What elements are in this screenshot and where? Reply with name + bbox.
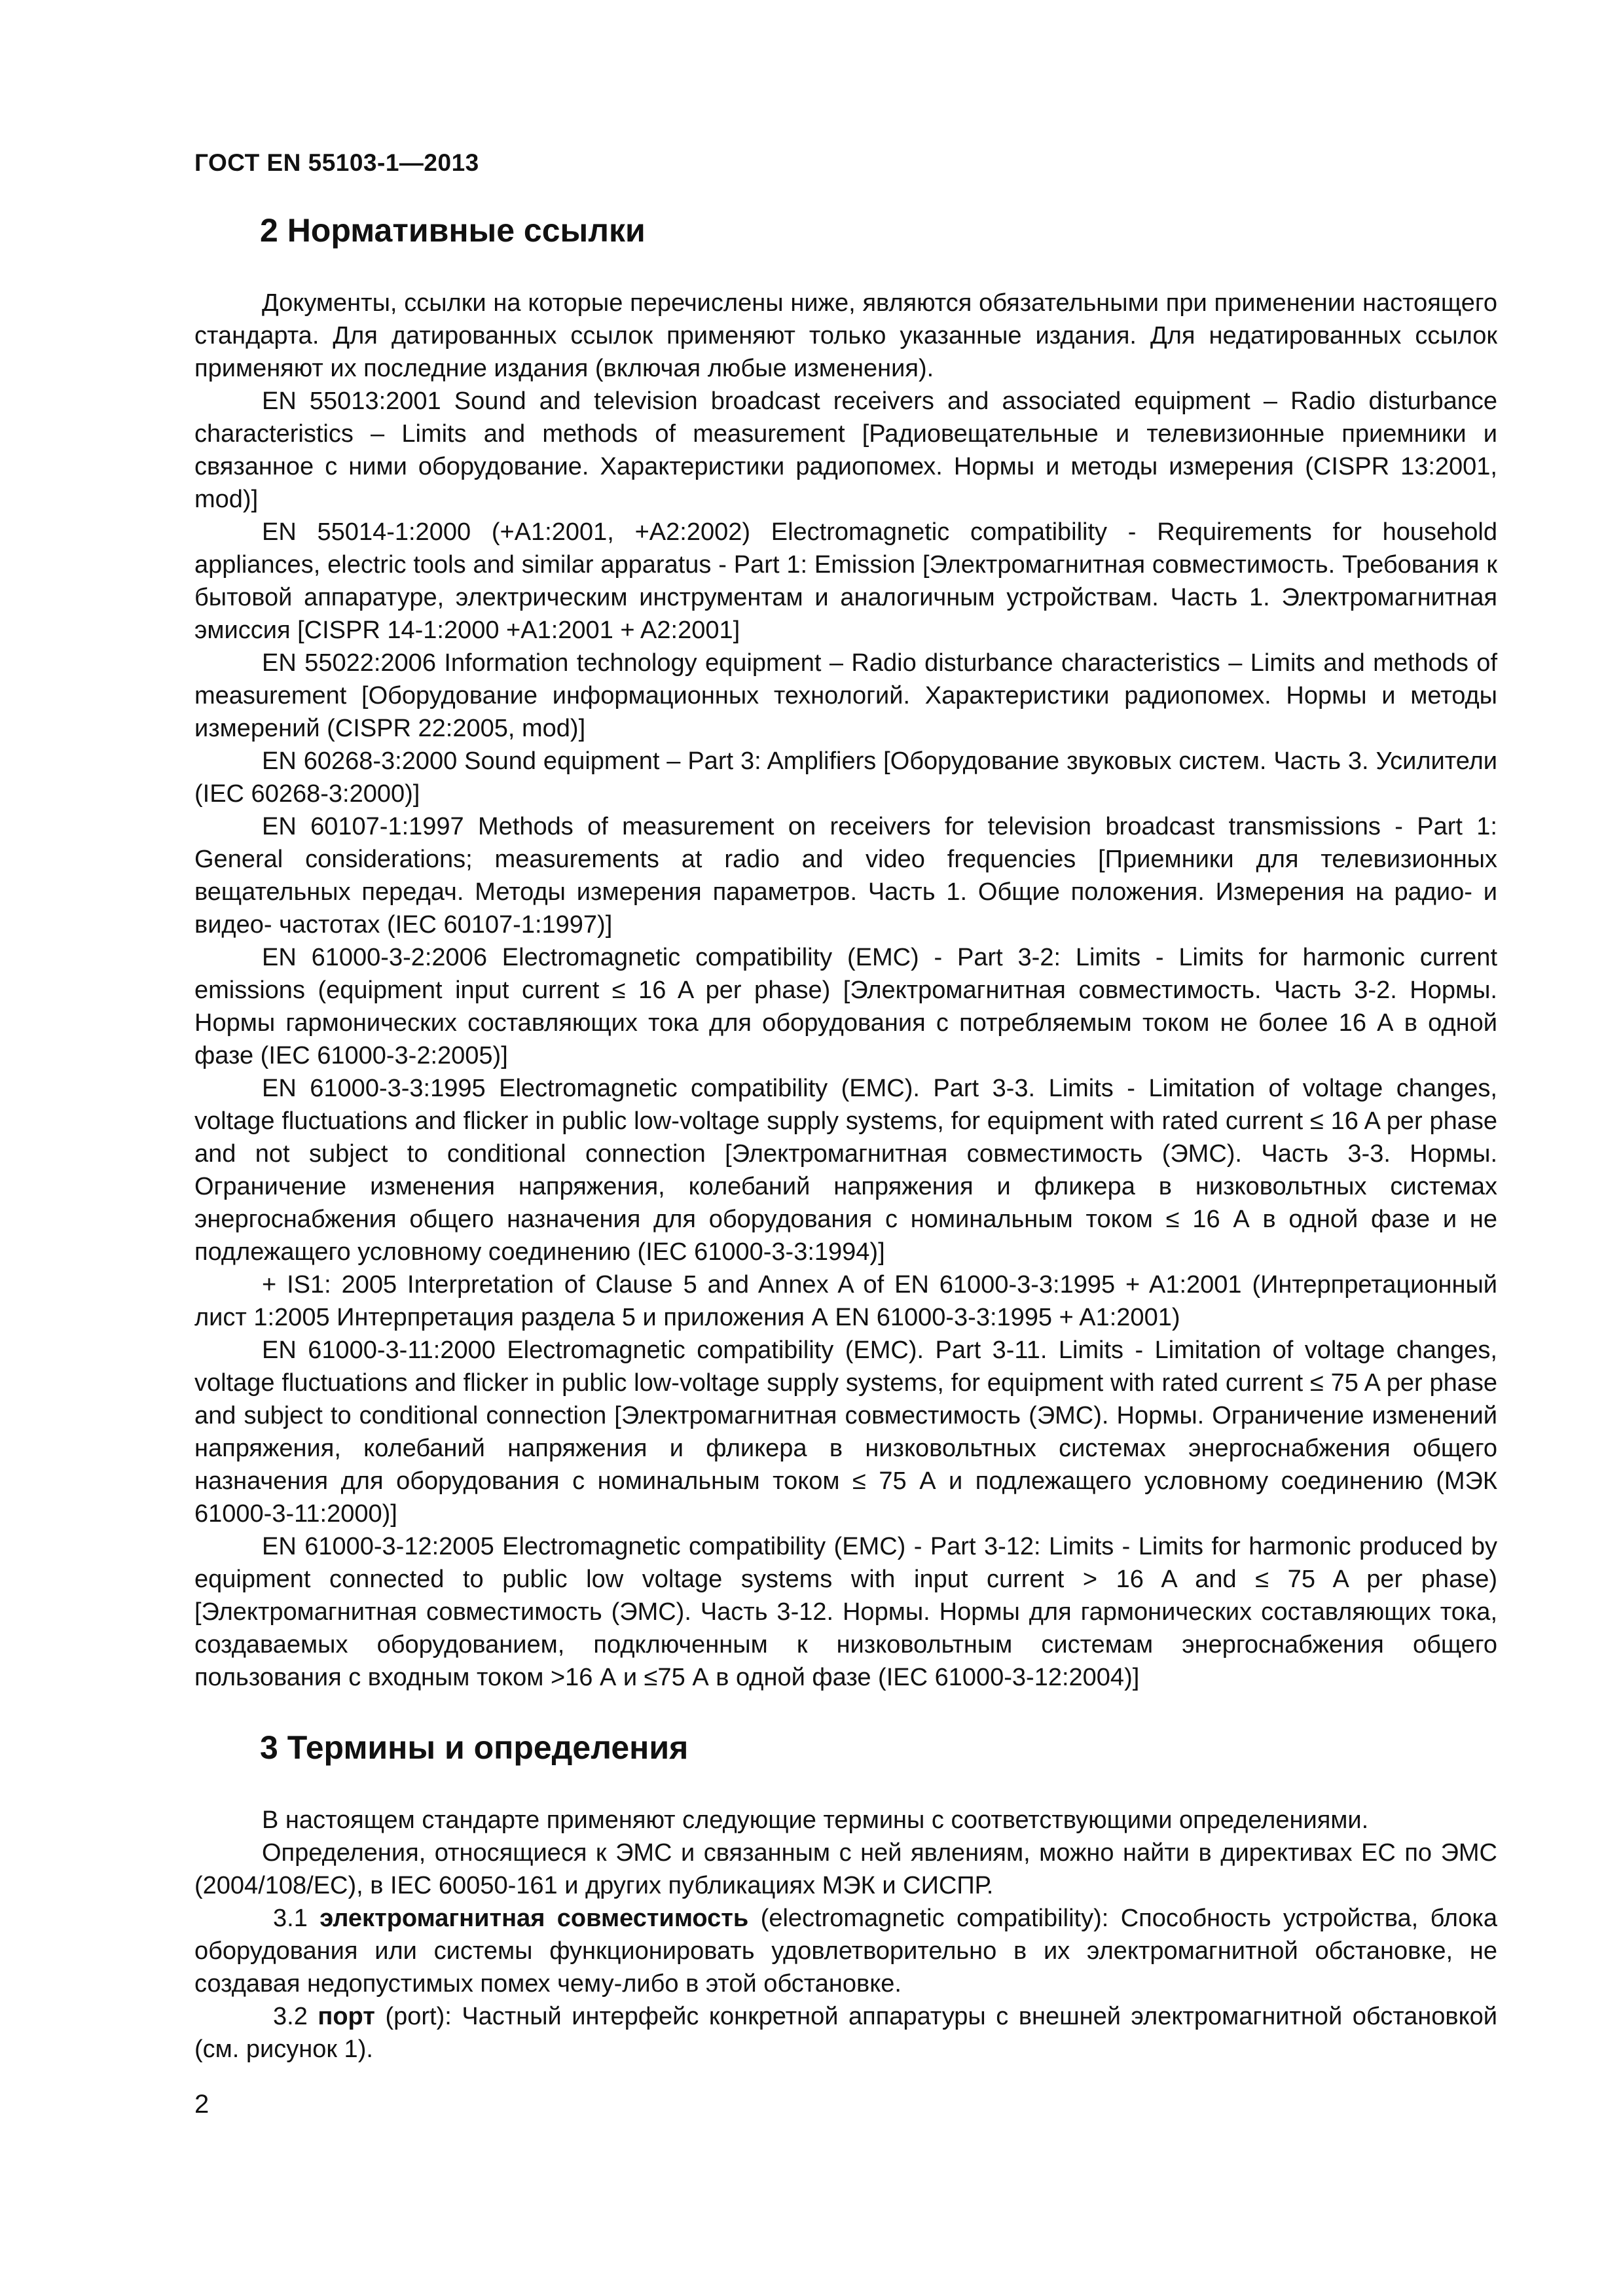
reference-entry: EN 55014-1:2000 (+A1:2001, +A2:2002) Electromagnetic compatibility - Requirements for household appliances, electric tools and similar apparatus - Part 1: Emission [Электромагнитная совместимость. Требования к бытовой аппаратуре, электрическим инструментам и аналогичным устройствам. Часть 1. Электромагнитная эмиссия [CISPR 14-1:2000 +A1:2001 + A2:2001] bbox=[194, 518, 1497, 644]
term-number: 3.1 bbox=[273, 1905, 308, 1932]
section-2-body bbox=[194, 287, 1497, 1694]
reference-entry: EN 61000-3-11:2000 Electromagnetic compatibility (EMC). Part 3-11. Limits - Limitation of voltage changes, voltage fluctuations and flicker in public low-voltage supply systems, for equipment with rated current ≤ 75 A per phase and subject to conditional connection [Электромагнитная совместимость (ЭМС). Нормы. Ограничение изменений напряжения, колебаний напряжения и фликера в низковольтных системах энергоснабжения общего назначения для оборудования с номинальным током ≤ 75 А и подлежащего условному соединению (МЭК 61000-3-11:2000)] bbox=[194, 1336, 1497, 1528]
term-name: порт bbox=[318, 2003, 375, 2030]
term-name: электромагнитная совместимость bbox=[319, 1905, 749, 1932]
term-definition bbox=[194, 2000, 1497, 2066]
reference-entry: EN 61000-3-3:1995 Electromagnetic compatibility (EMC). Part 3-3. Limits - Limitation of voltage changes, voltage fluctuations and flicker in public low-voltage supply systems, for equipment with rated current ≤ 16 A per phase and not subject to conditional connection [Электромагнитная совместимость (ЭМС). Часть 3-3. Нормы. Ограничение изменения напряжения, колебаний напряжения и фликера в низковольтных системах энергоснабжения общего назначения для оборудования с номинальным током ≤ 16 А в одной фазе и не подлежащего условному соединению (IEC 61000-3-3:1994)] bbox=[194, 1075, 1497, 1266]
section-3-body bbox=[194, 1804, 1497, 2066]
paragraph: Документы, ссылки на которые перечислены ниже, являются обязательными при применении настоящего стандарта. Для датированных ссылок применяют только указанные издания. Для недатированных ссылок применяют их последние издания (включая любые изменения). bbox=[194, 289, 1497, 382]
reference-entry: EN 60268-3:2000 Sound equipment – Part 3: Amplifiers [Оборудование звуковых систем. Часть 3. Усилители (IEC 60268-3:2000)] bbox=[194, 747, 1497, 808]
paragraph: В настоящем стандарте применяют следующие термины с соответствующими определениями. bbox=[262, 1806, 1369, 1834]
reference-entry: EN 60107-1:1997 Methods of measurement on receivers for television broadcast transmissions - Part 1: General considerations; measurements at radio and video frequencies [Приемники для телевизионных вещательных передач. Методы измерения параметров. Часть 1. Общие положения. Измерения на радио- и видео- частотах (IEC 60107-1:1997)] bbox=[194, 813, 1497, 939]
term-number: 3.2 bbox=[273, 2003, 308, 2030]
reference-entry: EN 55022:2006 Information technology equipment – Radio disturbance characteristics – Limits and methods of measurement [Оборудование информационных технологий. Характеристики радиопомех. Нормы и методы измерений (CISPR 22:2005, mod)] bbox=[194, 649, 1497, 742]
document-body bbox=[194, 196, 1497, 2066]
reference-entry: EN 61000-3-2:2006 Electromagnetic compatibility (EMC) - Part 3-2: Limits - Limits for harmonic current emissions (equipment input current ≤ 16 A per phase) [Электромагнитная совместимость. Часть 3-2. Нормы. Нормы гармонических составляющих тока для оборудования с потребляемым током не более 16 А в одной фазе (IEC 61000-3-2:2005)] bbox=[194, 944, 1497, 1069]
section-3-title: 3 Термины и определения bbox=[260, 1729, 689, 1766]
page-number: 2 bbox=[194, 2090, 210, 2119]
document-header: ГОСТ EN 55103-1—2013 bbox=[194, 149, 479, 176]
term-text: (electromagnetic compatibility): Способность устройства, блока оборудования или системы функционировать удовлетворительно в их электромагнитной обстановке, не создавая недопустимых помех чему-либо в этой обстановке. bbox=[194, 1905, 1498, 1998]
term-text: (port): Частный интерфейс конкретной аппаратуры с внешней электромагнитной обстановкой (см. рисунок 1). bbox=[194, 2003, 1498, 2063]
term-definition bbox=[194, 1902, 1497, 2000]
reference-entry: EN 61000-3-12:2005 Electromagnetic compatibility (EMC) - Part 3-12: Limits - Limits for harmonic produced by equipment connected to public low voltage systems with input current > 16 A and ≤ 75 A per phase) [Электромагнитная совместимость (ЭМС). Часть 3-12. Нормы. Нормы для гармонических составляющих тока, создаваемых оборудованием, подключенным к низковольтным системам энергоснабжения общего пользования с входным током >16 А и ≤75 А в одной фазе (IEC 61000-3-12:2004)] bbox=[194, 1533, 1497, 1691]
paragraph: Определения, относящиеся к ЭМС и связанным с ней явлениям, можно найти в директивах ЕС по ЭМС (2004/108/ЕС), в IEC 60050-161 и других публикациях МЭК и СИСПР. bbox=[194, 1839, 1497, 1899]
reference-entry: + IS1: 2005 Interpretation of Clause 5 and Annex A of EN 61000-3-3:1995 + A1:2001 (Интерпретационный лист 1:2005 Интерпретация раздела 5 и приложения А EN 61000-3-3:1995 + A1:2001) bbox=[194, 1271, 1497, 1331]
section-2-title: 2 Нормативные ссылки bbox=[260, 212, 646, 249]
reference-entry: EN 55013:2001 Sound and television broadcast receivers and associated equipment – Radio disturbance characteristics – Limits and methods of measurement [Радиовещательные и телевизионные приемники и связанное с ними оборудование. Характеристики радиопомех. Нормы и методы измерения (CISPR 13:2001, mod)] bbox=[194, 387, 1497, 513]
